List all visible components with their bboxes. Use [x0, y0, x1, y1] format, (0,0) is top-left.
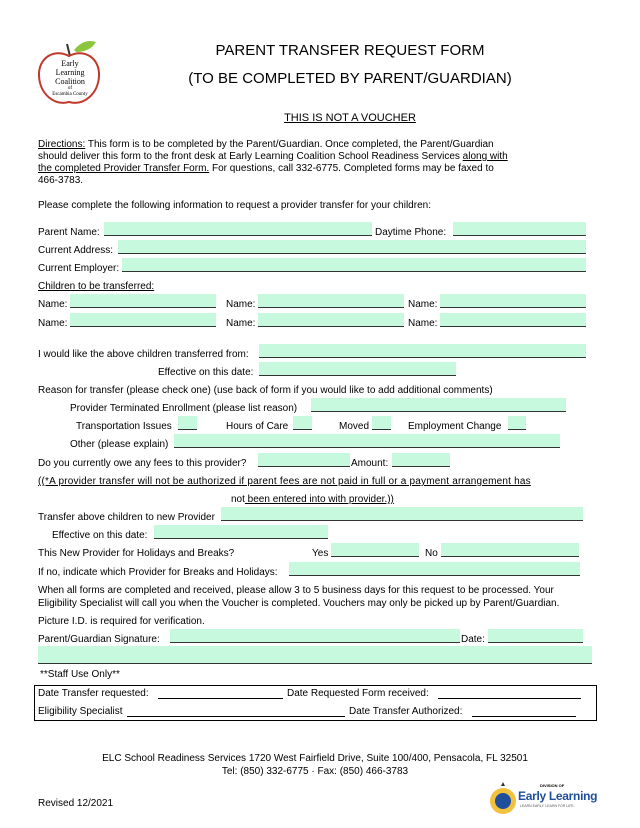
child-4-name-label: Name: [38, 318, 68, 329]
signature-date-field[interactable] [488, 629, 583, 643]
child-5-name-field[interactable] [258, 313, 404, 327]
warning-line-1: ((*A provider transfer will not be authorized if parent fees are not paid in full or a payment arrangement has [38, 476, 531, 487]
child-2-name-field[interactable] [258, 294, 404, 308]
signature-label: Parent/Guardian Signature: [38, 634, 160, 645]
daytime-phone-field[interactable] [453, 222, 586, 236]
directions-underline-2: along with [462, 151, 508, 162]
child-1-name-label: Name: [38, 299, 68, 310]
completed-line-1: When all forms are completed and received, please allow 3 to 5 business days for this request to be processed. Your [38, 585, 554, 596]
child-3-name-field[interactable] [440, 294, 586, 308]
current-address-label: Current Address: [38, 245, 114, 256]
child-6-name-field[interactable] [440, 313, 586, 327]
current-employer-label: Current Employer: [38, 263, 120, 274]
date-received-line[interactable] [438, 698, 581, 699]
child-4-name-field[interactable] [70, 313, 216, 327]
amount-field[interactable] [392, 453, 450, 467]
child-6-name-label: Name: [408, 318, 438, 329]
effective-date-2-label: Effective on this date: [52, 530, 148, 541]
children-heading: Children to be transferred: [38, 281, 155, 292]
hours-of-care-checkbox[interactable] [293, 416, 312, 430]
effective-date-2-field[interactable] [154, 525, 328, 539]
current-address-field[interactable] [118, 240, 586, 254]
intro-text: Please complete the following information to request a provider transfer for your children: [38, 200, 431, 211]
yes-label: Yes [312, 548, 329, 559]
daytime-phone-label: Daytime Phone: [375, 227, 447, 238]
transfer-to-field[interactable] [221, 507, 583, 521]
transfer-to-label: Transfer above children to new Provider [38, 512, 215, 523]
apple-leaf-icon [74, 41, 96, 52]
picture-id-note: Picture I.D. is required for verification. [38, 616, 205, 627]
directions-line-2 [38, 151, 508, 163]
other-explain-field[interactable] [174, 434, 560, 448]
child-3-name-label: Name: [408, 299, 438, 310]
logo-line-early: Early [61, 59, 79, 68]
logo-tip-icon [501, 782, 505, 786]
eligibility-specialist-line[interactable] [127, 716, 345, 717]
date-requested-label: Date Transfer requested: [38, 688, 149, 699]
moved-checkbox[interactable] [372, 416, 391, 430]
holidays-no-field[interactable] [441, 543, 579, 557]
division-of-text: DIVISION OF [540, 783, 565, 788]
effective-date-field[interactable] [259, 362, 456, 376]
warning-rest: been entered into with provider.)) [244, 494, 394, 505]
logo-line-coalition: Coalition [55, 77, 85, 86]
form-subtitle: (TO BE COMPLETED BY PARENT/GUARDIAN) [188, 70, 512, 87]
directions-text-2: should deliver this form to the front desk at Early Learning Coalition School Readiness Services [38, 151, 463, 162]
parent-name-field[interactable] [104, 222, 372, 236]
form-title: PARENT TRANSFER REQUEST FORM [215, 42, 485, 59]
date-authorized-label: Date Transfer Authorized: [349, 706, 463, 717]
logo-line-of: of [67, 86, 73, 91]
hours-of-care-label: Hours of Care [226, 421, 289, 432]
footer-address: ELC School Readiness Services 1720 West Fairfield Drive, Suite 100/400, Pensacola, FL 32501 [102, 753, 528, 764]
date-requested-line[interactable] [158, 698, 283, 699]
division-early-learning-logo [488, 782, 518, 816]
moved-label: Moved [339, 421, 370, 432]
directions-line-3 [38, 163, 494, 175]
signature-extra-band[interactable] [38, 646, 592, 664]
employment-change-checkbox[interactable] [508, 416, 526, 430]
if-no-label: If no, indicate which Provider for Breaks and Holidays: [38, 567, 278, 578]
transfer-from-label: I would like the above children transferred from: [38, 349, 249, 360]
logo-line-county: Escambia County [52, 92, 88, 97]
directions-underline-3: the completed Provider Transfer Form. [38, 163, 210, 174]
eligibility-specialist-label: Eligibility Specialist [38, 706, 123, 717]
footer-phone: Tel: (850) 332-6775 · Fax: (850) 466-3783 [221, 766, 409, 777]
staff-use-heading: **Staff Use Only** [40, 669, 120, 680]
directions-text-1: This form is to be completed by the Parent/Guardian. Once completed, the Parent/Guardian [85, 139, 494, 150]
no-label: No [425, 548, 438, 559]
directions-text-3: For questions, call 332-6775. Completed forms may be faxed to [209, 163, 494, 174]
signature-date-label: Date: [461, 634, 485, 645]
employment-change-label: Employment Change [408, 421, 502, 432]
transfer-from-field[interactable] [259, 344, 586, 358]
directions-label: Directions: [38, 139, 86, 150]
current-employer-field[interactable] [122, 258, 586, 272]
completed-line-2: Eligibility Specialist will call you when the Voucher is completed. Vouchers may only be picked up by Parent/Guardian. [38, 598, 560, 609]
reason-label: Reason for transfer (please check one) (use back of form if you would like to add additional comments) [38, 385, 493, 396]
revised-date: Revised 12/2021 [38, 798, 114, 809]
effective-date-label: Effective on this date: [158, 367, 254, 378]
directions-line-4: 466-3783. [38, 175, 84, 186]
amount-label: Amount: [351, 458, 389, 469]
holidays-yes-field[interactable] [331, 543, 419, 557]
warning-not: not [231, 494, 245, 505]
sun-core-icon [495, 793, 511, 809]
other-explain-label: Other (please explain) [70, 439, 169, 450]
owe-fees-label: Do you currently owe any fees to this provider? [38, 458, 247, 469]
early-learning-brand: Early Learning [518, 789, 598, 803]
directions-line-1 [38, 139, 494, 151]
parent-name-label: Parent Name: [38, 227, 100, 238]
owe-fees-field[interactable] [258, 453, 350, 467]
not-voucher-notice: THIS IS NOT A VOUCHER [284, 112, 416, 124]
transportation-label: Transportation Issues [76, 421, 172, 432]
provider-terminated-label: Provider Terminated Enrollment (please list reason) [70, 403, 298, 414]
signature-field[interactable] [170, 629, 460, 643]
child-1-name-field[interactable] [70, 294, 216, 308]
child-2-name-label: Name: [226, 299, 256, 310]
child-5-name-label: Name: [226, 318, 256, 329]
provider-terminated-field[interactable] [311, 398, 566, 412]
date-authorized-line[interactable] [472, 716, 576, 717]
holidays-label: This New Provider for Holidays and Breaks? [38, 548, 235, 559]
warning-line-2 [231, 494, 394, 506]
date-received-label: Date Requested Form received: [287, 688, 429, 699]
transportation-checkbox[interactable] [178, 416, 197, 430]
logo-line-learning: Learning [55, 68, 85, 77]
brand-tagline: LEARN EARLY. LEARN FOR LIFE. [520, 804, 575, 808]
breaks-provider-field[interactable] [289, 562, 580, 576]
